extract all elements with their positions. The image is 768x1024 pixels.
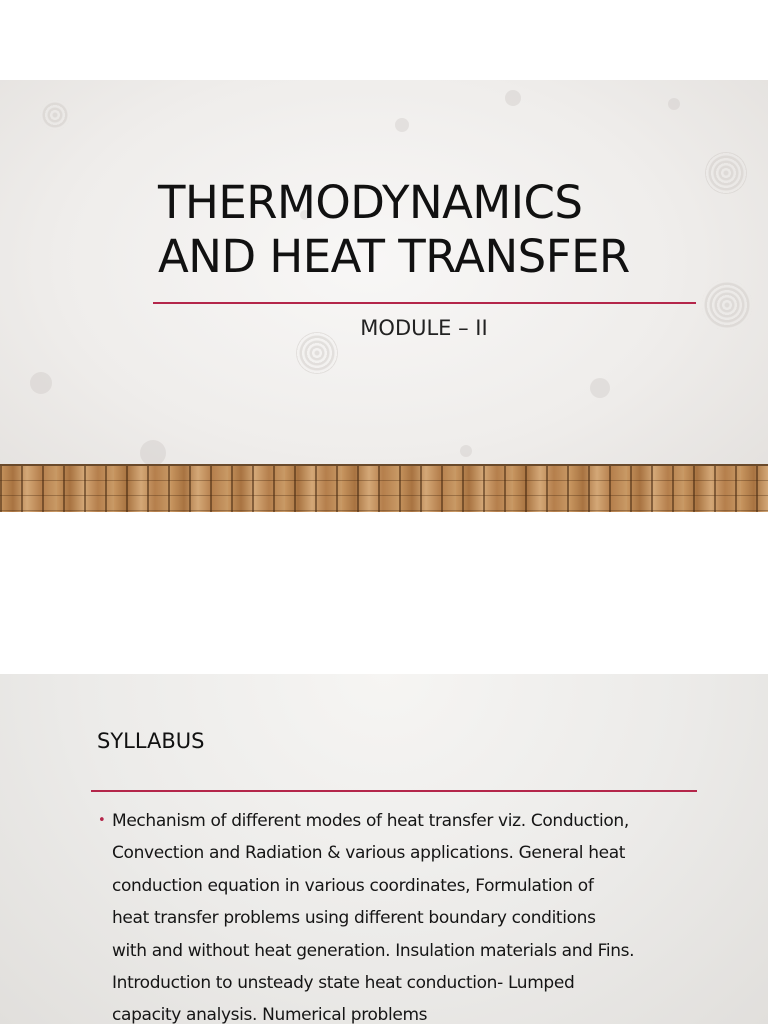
slide-subtitle: MODULE – II (360, 316, 488, 340)
bokeh-decoration (505, 90, 521, 106)
bokeh-decoration (140, 440, 166, 466)
bullet-list (98, 805, 698, 1024)
syllabus-slide (0, 674, 768, 1024)
title-slide (0, 80, 768, 512)
heading-divider (91, 790, 697, 792)
bokeh-decoration (395, 118, 409, 132)
bullet-text-line: conduction equation in various coordinates, Formulation of (112, 875, 594, 896)
slide-title-line: AND HEAT TRANSFER (158, 230, 630, 283)
slide-title-line: THERMODYNAMICS (158, 176, 583, 229)
bokeh-decoration (40, 100, 70, 130)
bokeh-decoration (668, 98, 680, 110)
wood-floor-decoration (0, 464, 768, 512)
slide-heading: SYLLABUS (97, 729, 205, 753)
bullet-text-line: Introduction to unsteady state heat conduction- Lumped (112, 973, 575, 994)
bullet-text-line: Convection and Radiation & various applications. General heat (112, 843, 626, 864)
bullet-marker: • (98, 813, 106, 828)
bullet-text-line: Mechanism of different modes of heat transfer viz. Conduction, (112, 811, 629, 831)
bullet-text-line: with and without heat generation. Insulation materials and Fins. (112, 940, 635, 961)
bokeh-decoration (460, 445, 472, 457)
bokeh-decoration (590, 378, 610, 398)
bokeh-decoration (705, 152, 747, 194)
title-divider (153, 302, 696, 304)
bullet-text-line: heat transfer problems using different boundary conditions (112, 908, 596, 929)
bokeh-decoration (30, 372, 52, 394)
bullet-item (98, 805, 698, 1024)
slide-title (158, 176, 630, 284)
bullet-text-line: capacity analysis. Numerical problems (112, 1005, 428, 1024)
